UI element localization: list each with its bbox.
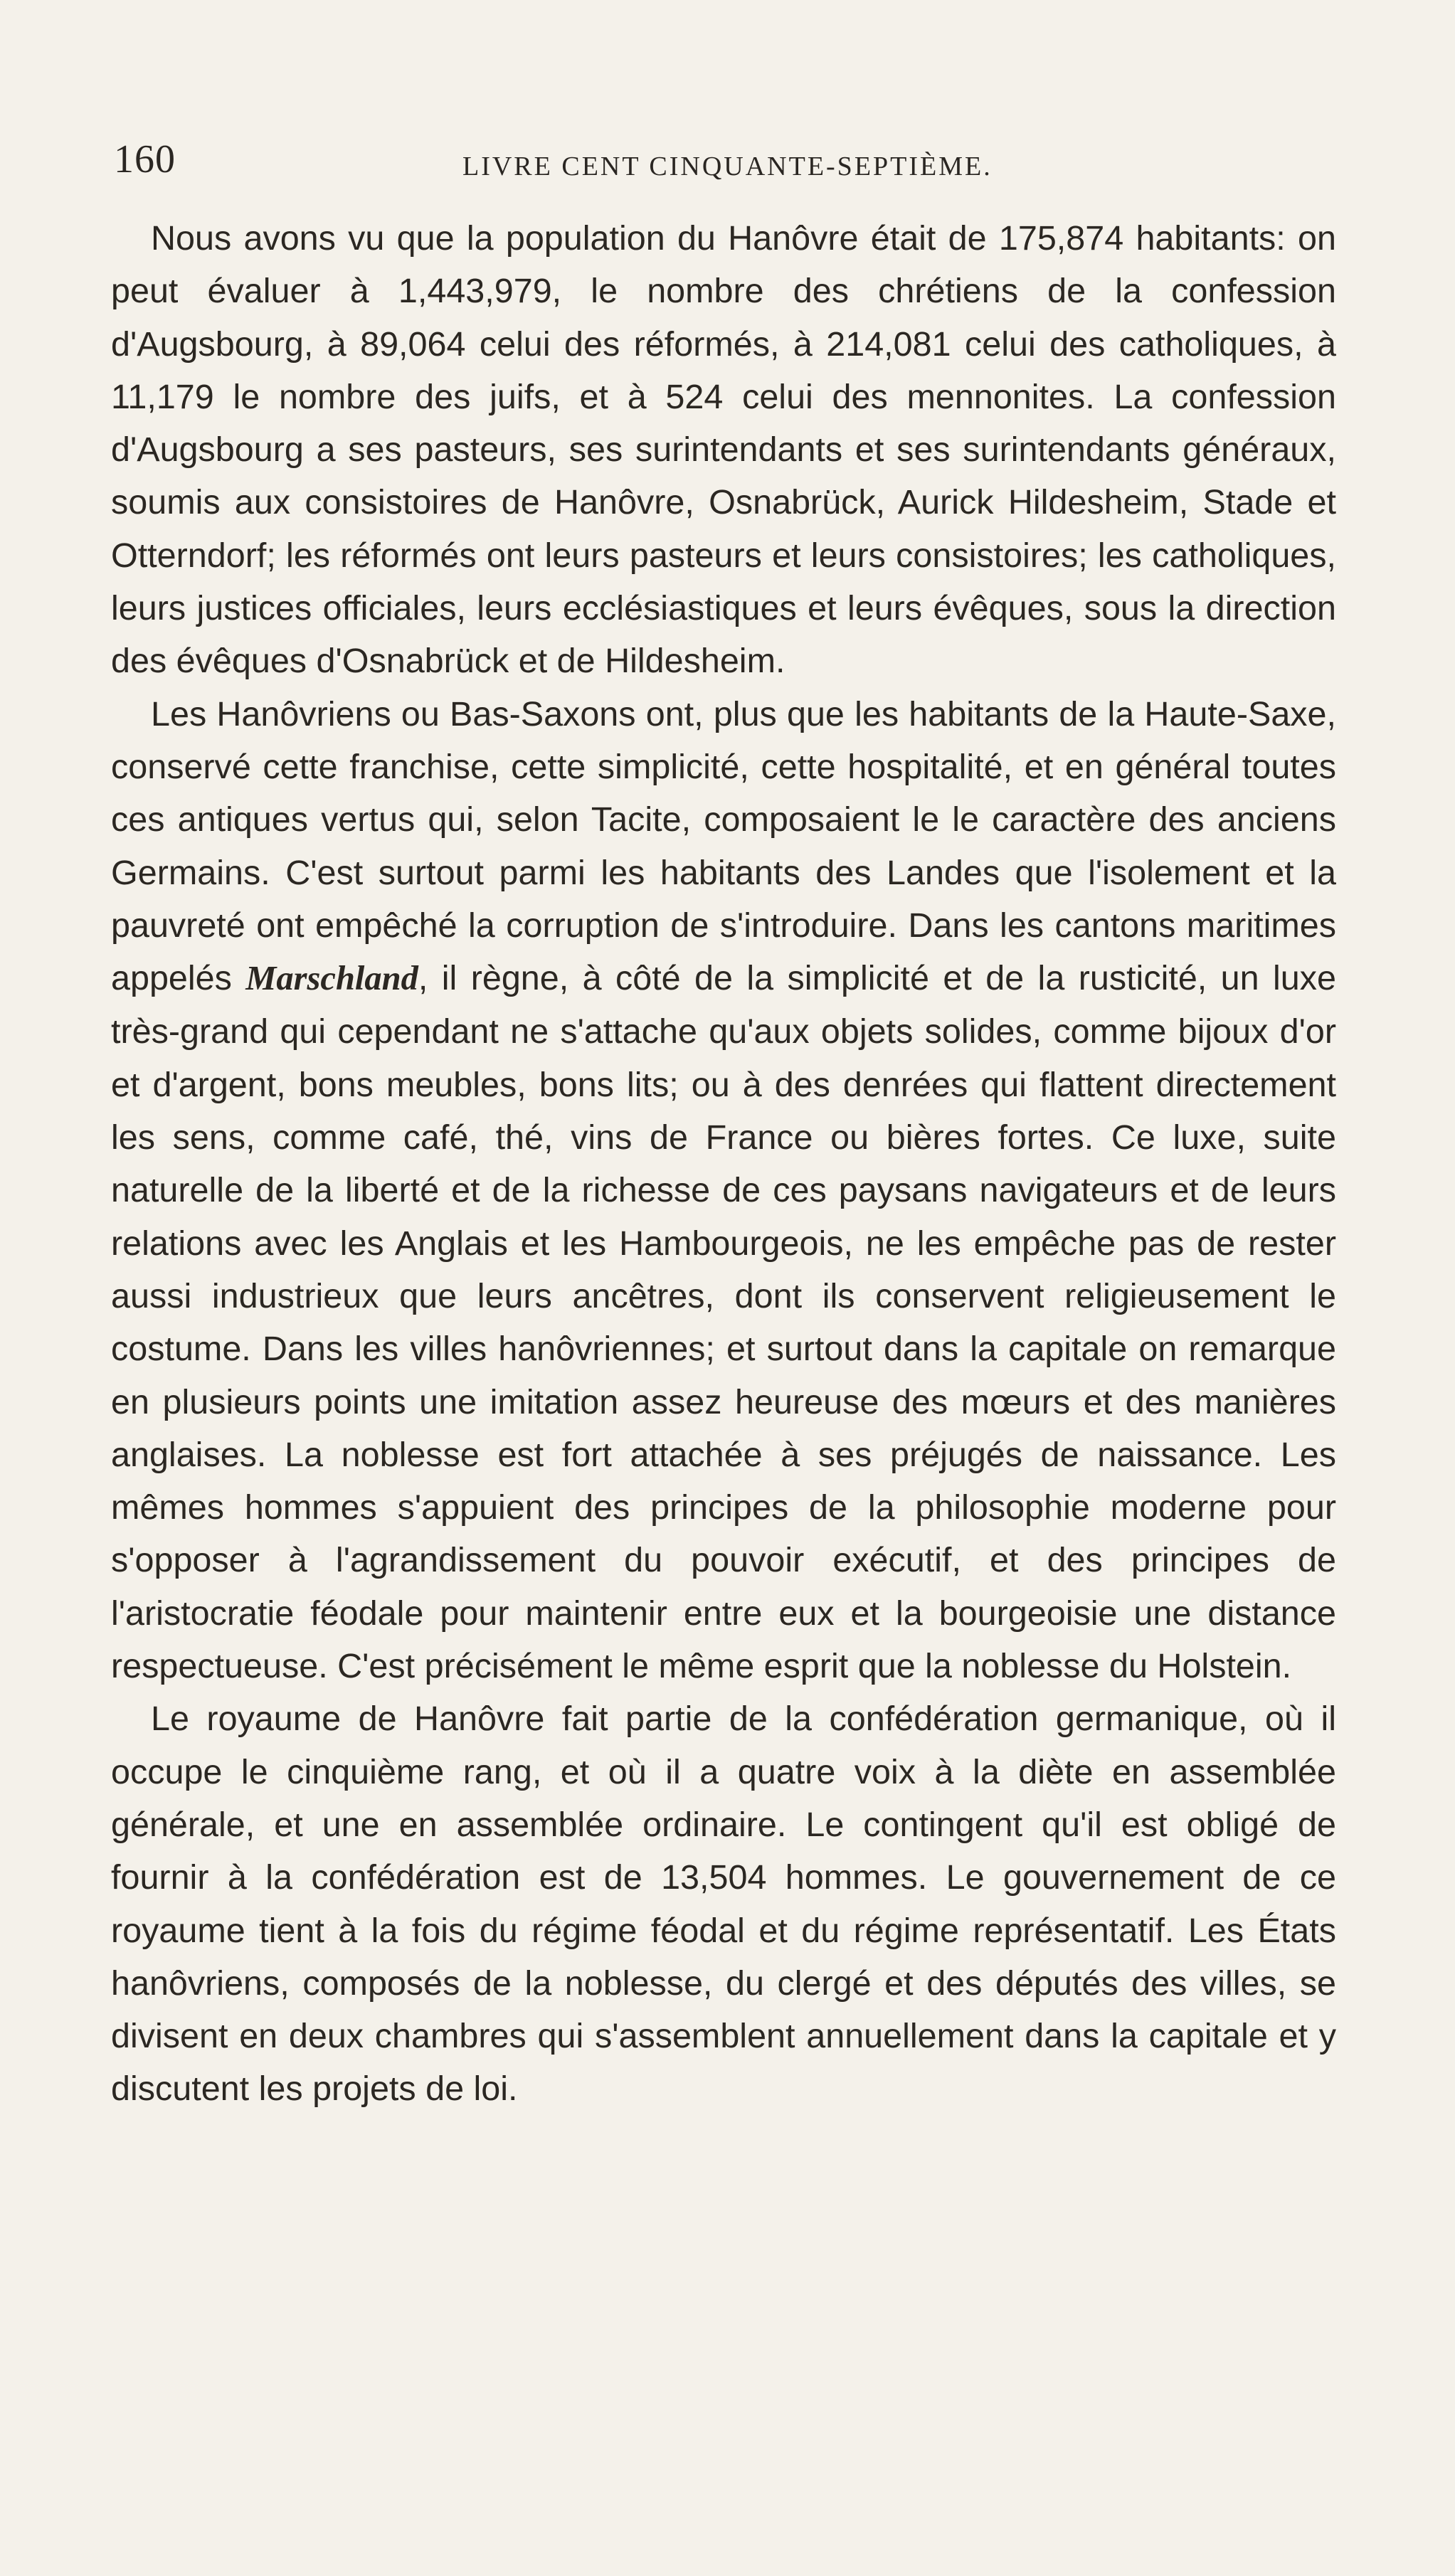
paragraph-text: Les Hanôvriens ou Bas-Saxons ont, plus que les habitants de la Haute-Saxe, conservé cette franchise, cette simplicité, cette hospitalité, et en général toutes ces antiques vertus qui, selon Tacite, composaient le le caractère des anciens Germains. C'est surtout parmi les habitants des Landes que l'isolement et la pauvreté ont empêché la corruption de s'introduire. Dans les cantons maritimes appelés [111,694,1336,998]
running-title: LIVRE CENT CINQUANTE-SEPTIÈME. [462,152,993,181]
page-header [114,137,1366,186]
paragraph-population [111,212,1336,688]
page-number: 160 [114,137,176,181]
paragraph-text: Nous avons vu que la population du Hanôvre était de 175,874 habitants: on peut évaluer à 1,443,979, le nombre des chrétiens de la confession d'Augsbourg, à 89,064 celui des réformés, à 214,081 celui des catholiques, à 11,179 le nombre des juifs, et à 524 celui des mennonites. La confession d'Augsbourg a ses pasteurs, ses surintendants et ses surintendants généraux, soumis aux consistoires de Hanôvre, Osnabrück, Aurick Hildesheim, Stade et Otterndorf; les réformés ont leurs pasteurs et leurs consistoires; les catholiques, leurs justices officiales, leurs ecclésiastiques et leurs évêques, sous la direction des évêques d'Osnabrück et de Hildesheim. [111,219,1336,681]
paragraph-text: Le royaume de Hanôvre fait partie de la confédération germanique, où il occupe le cinquième rang, et où il a quatre voix à la diète en assemblée générale, et une en assemblée ordinaire. Le contingent qu'il est obligé de fournir à la confédération est de 13,504 hommes. Le gouvernement de ce royaume tient à la fois du régime féodal et du régime représentatif. Les États hanôvriens, composés de la noblesse, du clergé et des députés des villes, se divisent en deux chambres qui s'assemblent annuellement dans la capitale et y discutent les projets de loi. [111,1700,1336,2109]
body-text [111,212,1336,2116]
paragraph-text: , il règne, à côté de la simplicité et de la rusticité, un luxe très-grand qui cependant ne s'attache qu'aux objets solides, comme bijoux d'or et d'argent, bons meubles, bons lits; ou à des denrées qui flattent directement les sens, comme café, thé, vins de France ou bières fortes. Ce luxe, suite naturelle de la liberté et de la richesse de ces paysans navigateurs et de leurs relations avec les Anglais et les Hambourgeois, ne les empêche pas de rester aussi industrieux que leurs ancêtres, dont ils conservent religieusement le costume. Dans les villes hanôvriennes; et surtout dans la capitale on remarque en plusieurs points une imitation assez heureuse des mœurs et des manières anglaises. La noblesse est fort attachée à ses préjugés de naissance. Les mêmes hommes s'appuient des principes de la philosophie moderne pour s'opposer à l'agrandissement du pouvoir exécutif, et des principes de l'aristocratie féodale pour maintenir entre eux et la bourgeoisie une distance respectueuse. C'est précisément le même esprit que la noblesse du Holstein. [111,959,1336,1686]
paragraph-customs [111,688,1336,1693]
paragraph-government [111,1692,1336,2115]
italic-term-marschland: Marschland [245,960,418,998]
